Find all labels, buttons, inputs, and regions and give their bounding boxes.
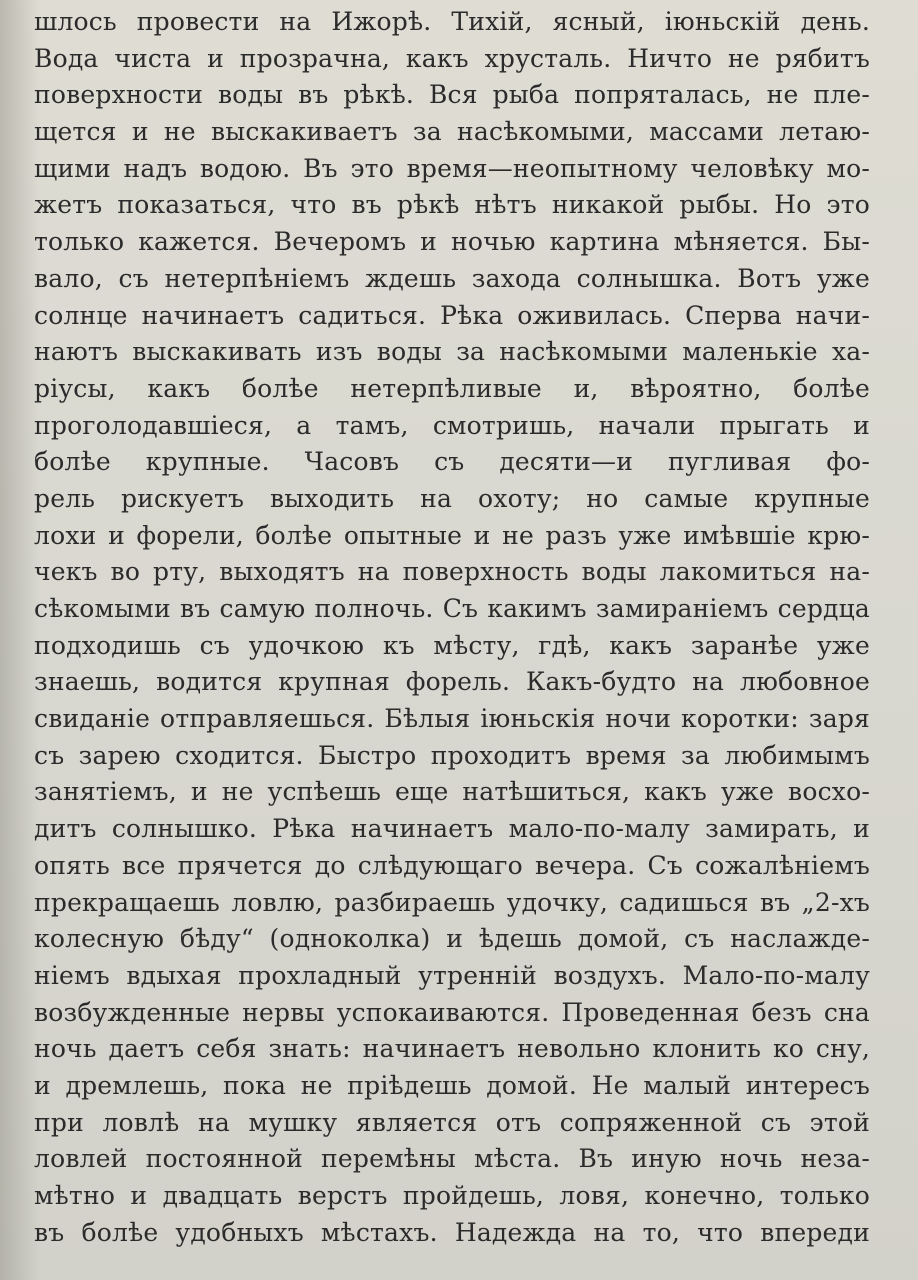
text-line: колесную бѣду“ (одноколка) и ѣдешь домой, съ наслажде- bbox=[34, 924, 870, 954]
text-line: ріусы, какъ болѣе нетерпѣливые и, вѣроятно, болѣе bbox=[34, 373, 870, 403]
text-line: только кажется. Вечеромъ и ночью картина мѣняется. Бы- bbox=[34, 227, 870, 257]
text-line: щется и не выскакиваетъ за насѣкомыми, массами летаю- bbox=[34, 117, 870, 147]
text-line: знаешь, водится крупная форель. Какъ-будто на любовное bbox=[34, 667, 870, 697]
text-line: подходишь съ удочкою къ мѣсту, гдѣ, какъ заранѣе уже bbox=[34, 630, 870, 660]
text-line: прекращаешь ловлю, разбираешь удочку, садишься въ „2-хъ bbox=[34, 887, 870, 917]
text-line: проголодавшіеся, а тамъ, смотришь, начали прыгать и bbox=[34, 410, 870, 440]
text-line: вало, съ нетерпѣніемъ ждешь захода солнышка. Вотъ уже bbox=[34, 263, 870, 293]
text-line: болѣе крупные. Часовъ съ десяти—и пугливая фо- bbox=[34, 447, 870, 477]
text-line: шлось провести на Ижорѣ. Тихій, ясный, іюньскій день. bbox=[34, 7, 870, 36]
body-text bbox=[34, 4, 870, 1251]
text-line: съ зарею сходится. Быстро проходитъ время за любимымъ bbox=[34, 740, 870, 770]
text-line: опять все прячется до слѣдующаго вечера. Съ сожалѣніемъ bbox=[34, 850, 870, 880]
text-line: ловлей постоянной перемѣны мѣста. Въ иную ночь неза- bbox=[34, 1144, 870, 1174]
text-line: солнце начинаетъ садиться. Рѣка оживилась. Сперва начи- bbox=[34, 300, 870, 330]
text-line: въ болѣе удобныхъ мѣстахъ. Надежда на то, что впереди bbox=[34, 1217, 870, 1247]
text-line: щими надъ водою. Въ это время—неопытному человѣку мо- bbox=[34, 153, 870, 183]
text-line: свиданіе отправляешься. Бѣлыя іюньскія ночи коротки: заря bbox=[34, 704, 870, 734]
text-line: рель рискуетъ выходить на охоту; но самые крупные bbox=[34, 483, 870, 513]
text-line: дитъ солнышко. Рѣка начинаетъ мало-по-малу замирать, и bbox=[34, 814, 870, 844]
text-line: и дремлешь, пока не пріѣдешь домой. Не малый интересъ bbox=[34, 1070, 870, 1100]
text-line: возбужденные нервы успокаиваются. Проведенная безъ сна bbox=[34, 997, 870, 1027]
text-line: Вода чиста и прозрачна, какъ хрусталь. Ничто не рябитъ bbox=[34, 43, 870, 73]
text-line: занятіемъ, и не успѣешь еще натѣшиться, какъ уже восхо- bbox=[34, 777, 870, 807]
text-line: наютъ выскакивать изъ воды за насѣкомыми маленькіе ха- bbox=[34, 337, 870, 367]
text-line: сѣкомыми въ самую полночь. Съ какимъ замираніемъ сердца bbox=[34, 594, 870, 623]
text-line: мѣтно и двадцать верстъ пройдешь, ловя, конечно, только bbox=[34, 1181, 870, 1210]
text-line: при ловлѣ на мушку является отъ сопряженной съ этой bbox=[34, 1107, 870, 1137]
text-line: ночь даетъ себя знать: начинаетъ невольно клонить ко сну, bbox=[34, 1034, 870, 1064]
text-line: лохи и форели, болѣе опытные и не разъ уже имѣвшіе крю- bbox=[34, 520, 870, 550]
text-line: поверхности воды въ рѣкѣ. Вся рыба попряталась, не пле- bbox=[34, 80, 870, 110]
text-line: чекъ во рту, выходятъ на поверхность воды лакомиться на- bbox=[34, 557, 870, 587]
text-line: жетъ показаться, что въ рѣкѣ нѣтъ никакой рыбы. Но это bbox=[34, 190, 870, 220]
text-line: ніемъ вдыхая прохладный утренній воздухъ. Мало-по-малу bbox=[34, 960, 870, 990]
